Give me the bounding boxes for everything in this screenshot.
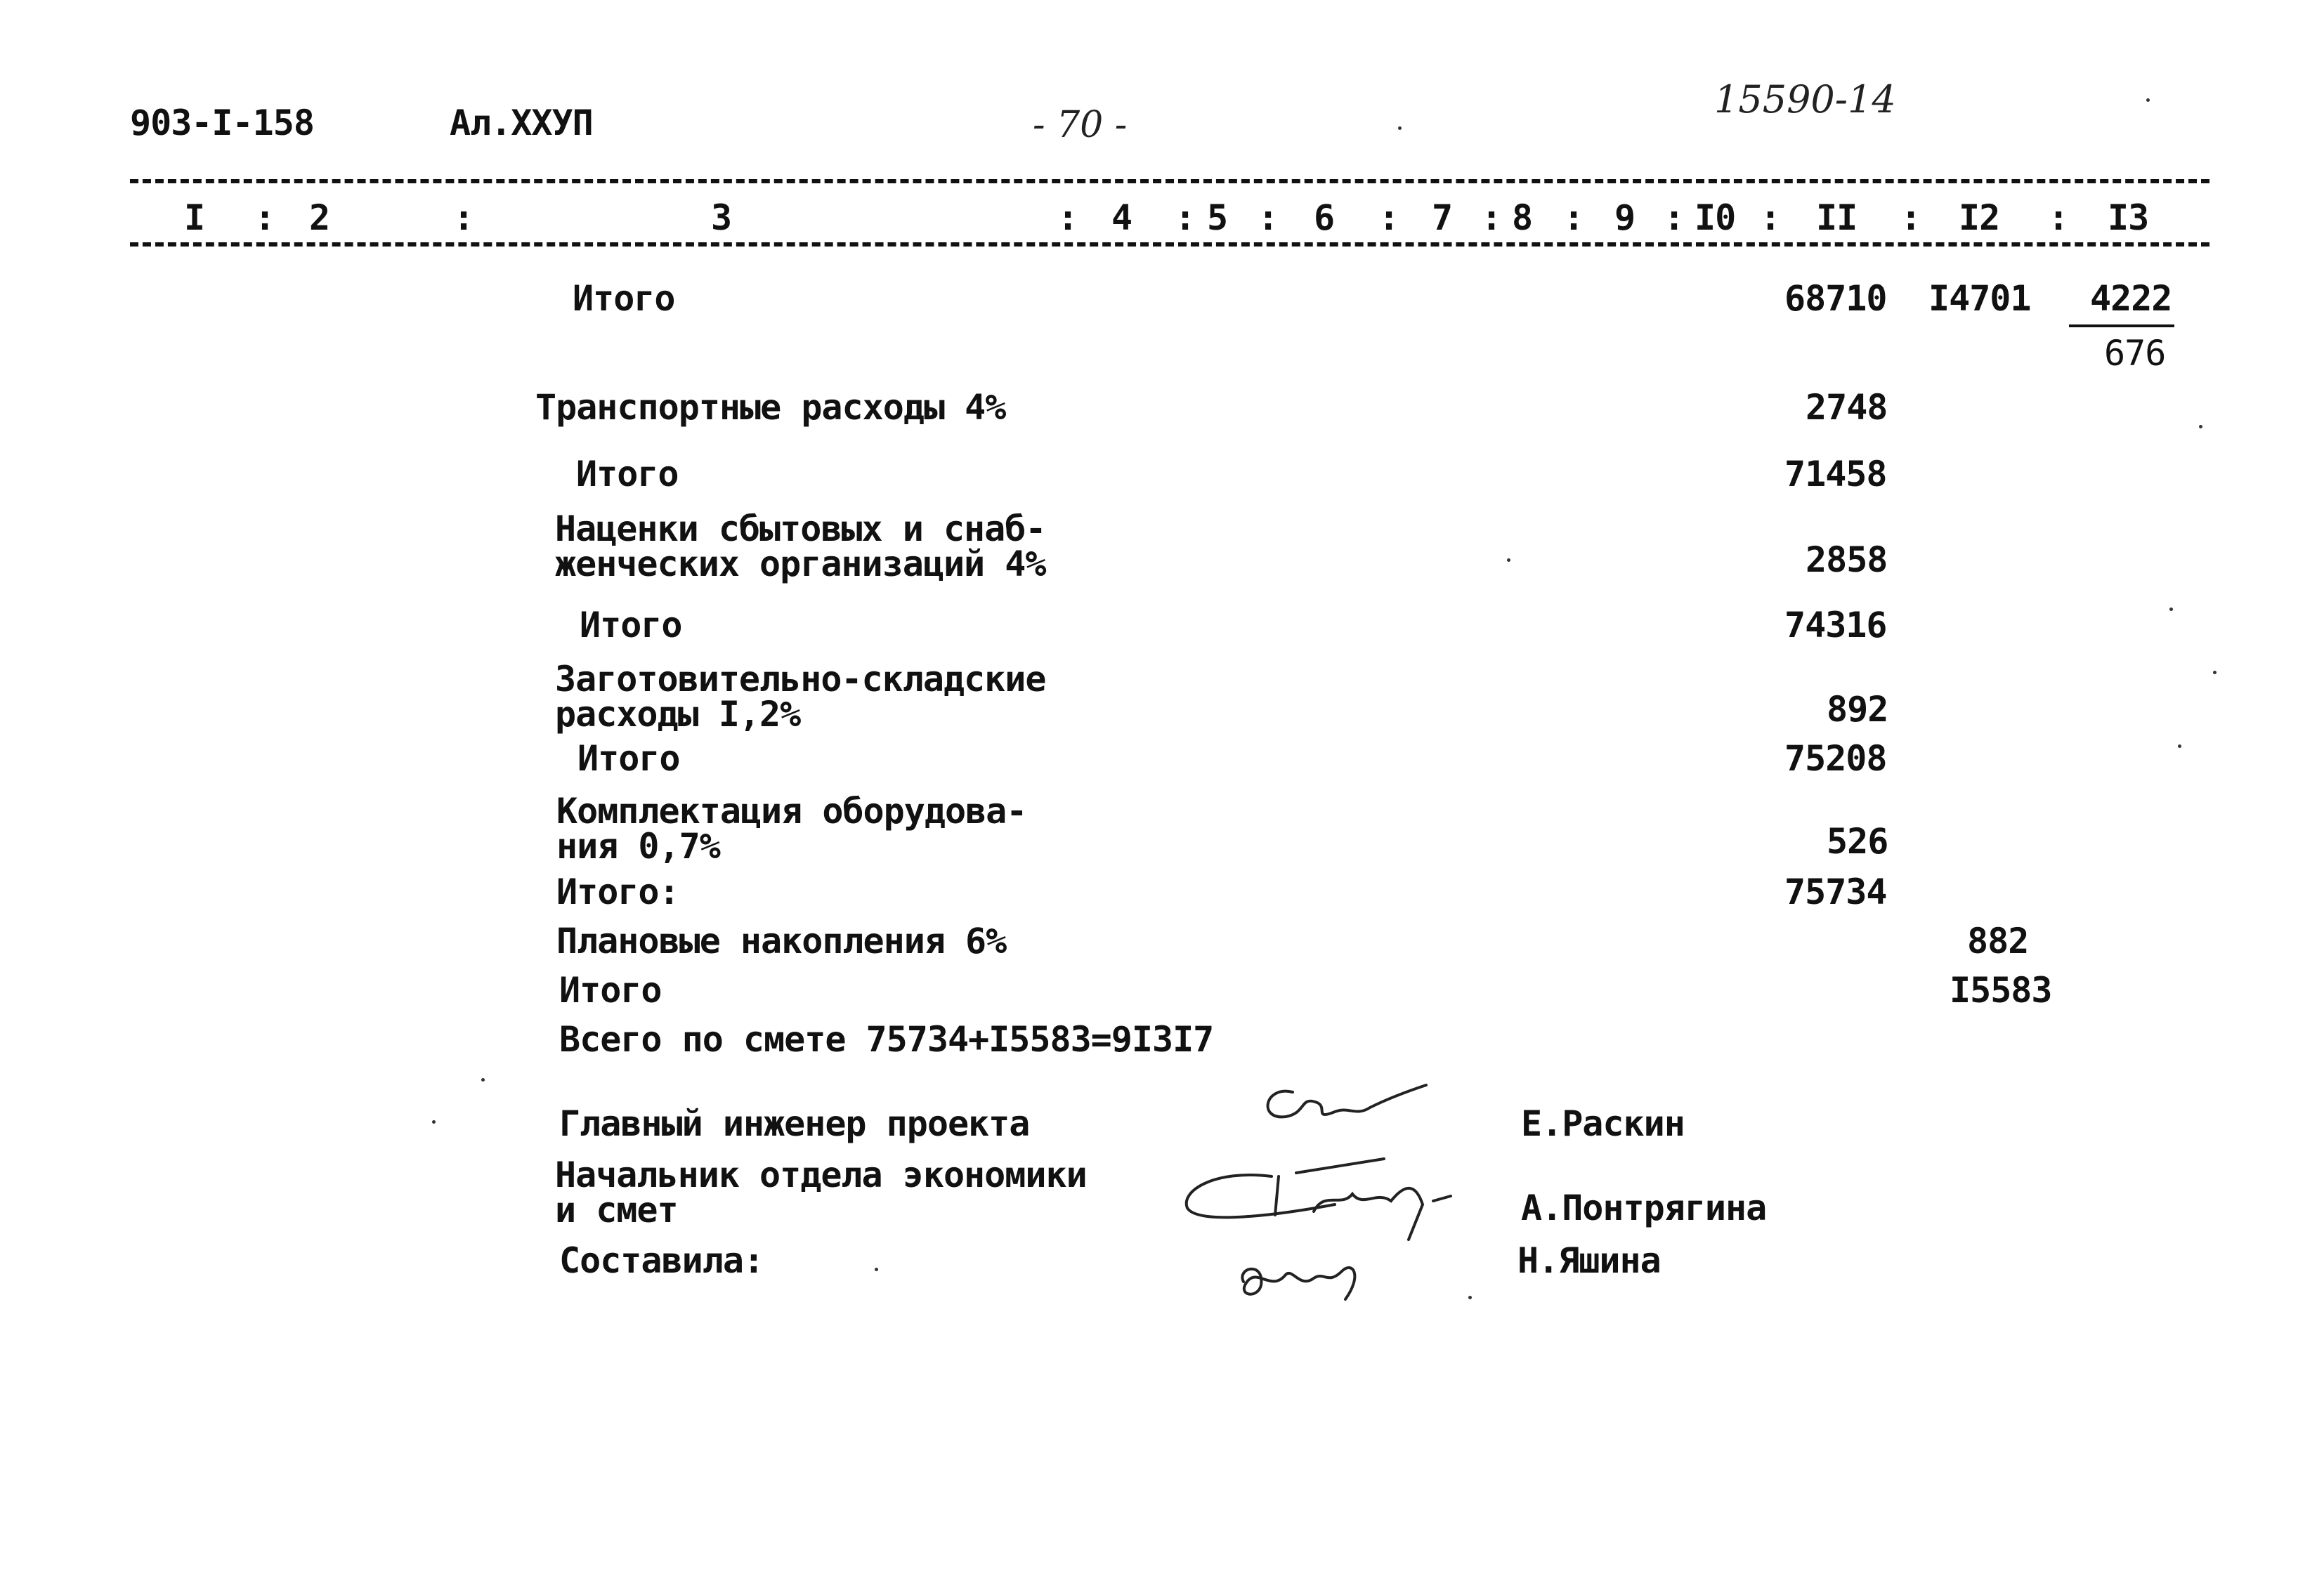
row-label: Итого	[577, 738, 680, 779]
scan-speck	[2213, 671, 2217, 674]
row-value-col11: 2748	[1806, 387, 1888, 428]
archive-number-handwritten: 15590-14	[1714, 77, 1896, 122]
row-value-col11: 75734	[1784, 872, 1887, 912]
column-separator: :	[1760, 197, 1781, 238]
column-separator: :	[1057, 197, 1078, 238]
column-header: 6	[1314, 197, 1335, 238]
column-header: 9	[1614, 197, 1636, 238]
row-label: Итого	[580, 605, 682, 645]
row-label: Итого	[573, 278, 675, 319]
column-separator: :	[1900, 197, 1921, 238]
header-top-rule	[130, 179, 2209, 183]
scan-speck	[1468, 1296, 1472, 1299]
column-header: I	[184, 197, 205, 238]
scan-speck	[2146, 98, 2150, 102]
column-header: 8	[1512, 197, 1533, 238]
scan-speck	[2178, 744, 2181, 748]
row-label: Итого	[576, 454, 679, 494]
column-header: 2	[309, 197, 330, 238]
column-header: 5	[1207, 197, 1228, 238]
signature-yashina	[1222, 1233, 1384, 1310]
row-value-col11: 71458	[1784, 454, 1887, 494]
column-header: 7	[1432, 197, 1453, 238]
scan-speck	[875, 1268, 878, 1271]
row-label: Комплектация оборудова- ния 0,7%	[556, 791, 1027, 867]
column-header: I2	[1959, 197, 2000, 238]
signatory-role: Главный инженер проекта	[559, 1103, 1030, 1144]
signatory-name: Н.Яшина	[1517, 1240, 1661, 1281]
signature-raskin	[1251, 1078, 1433, 1141]
row-value-col12: 882	[1967, 921, 2029, 961]
document-code: 903-I-158	[130, 103, 314, 143]
row-value-col11: 2858	[1806, 539, 1888, 580]
column-separator: :	[1664, 197, 1685, 238]
row-value-col13-numerator: 4222	[2090, 278, 2172, 319]
row-value-col13-denominator: 676	[2104, 333, 2166, 374]
signature-pontryagina	[1173, 1141, 1489, 1240]
column-separator: :	[1481, 197, 1502, 238]
scan-speck	[2199, 425, 2202, 428]
column-header: 4	[1111, 197, 1132, 238]
grand-total-line: Всего по смете 75734+I5583=9I3I7	[559, 1019, 1214, 1060]
column-separator: :	[2048, 197, 2069, 238]
column-separator: :	[1258, 197, 1279, 238]
signatory-name: Е.Раскин	[1521, 1103, 1685, 1144]
column-separator: :	[1175, 197, 1196, 238]
row-label: Заготовительно-складские расходы I,2%	[555, 659, 1046, 735]
row-label: Итого	[559, 970, 662, 1011]
signatory-role: Начальник отдела экономики и смет	[555, 1155, 1087, 1230]
row-value-col11: 892	[1827, 689, 1888, 730]
row-label: Наценки сбытовых и снаб- женческих организаций 4%	[555, 508, 1046, 584]
scan-speck	[481, 1078, 485, 1082]
album-number: Ал.ХХУП	[450, 103, 593, 143]
row-value-col11: 526	[1827, 821, 1888, 862]
column-separator: :	[254, 197, 275, 238]
page-number: - 70 -	[1033, 104, 1128, 146]
row-value-col11: 74316	[1784, 605, 1887, 645]
fraction-bar	[2069, 324, 2174, 327]
column-header: II	[1816, 197, 1858, 238]
scan-speck	[1398, 126, 1402, 130]
row-value-col12: I5583	[1950, 970, 2052, 1011]
column-separator: :	[1378, 197, 1399, 238]
column-separator: :	[1563, 197, 1584, 238]
column-header: 3	[711, 197, 732, 238]
row-label: Транспортные расходы 4%	[535, 387, 1006, 428]
scan-speck	[2169, 608, 2173, 611]
row-value-col11: 75208	[1784, 738, 1887, 779]
column-header: I3	[2108, 197, 2149, 238]
row-value-col11: 68710	[1784, 278, 1887, 319]
scan-speck	[1507, 558, 1510, 562]
column-header: I0	[1695, 197, 1736, 238]
signatory-name: А.Понтрягина	[1521, 1188, 1767, 1228]
header-bottom-rule	[130, 242, 2209, 247]
row-value-col12: I4701	[1928, 278, 2031, 319]
row-label: Плановые накопления 6%	[556, 921, 1007, 961]
column-separator: :	[453, 197, 474, 238]
scan-speck	[432, 1120, 436, 1124]
signatory-role: Составила:	[559, 1240, 764, 1281]
row-label: Итого:	[556, 872, 679, 912]
